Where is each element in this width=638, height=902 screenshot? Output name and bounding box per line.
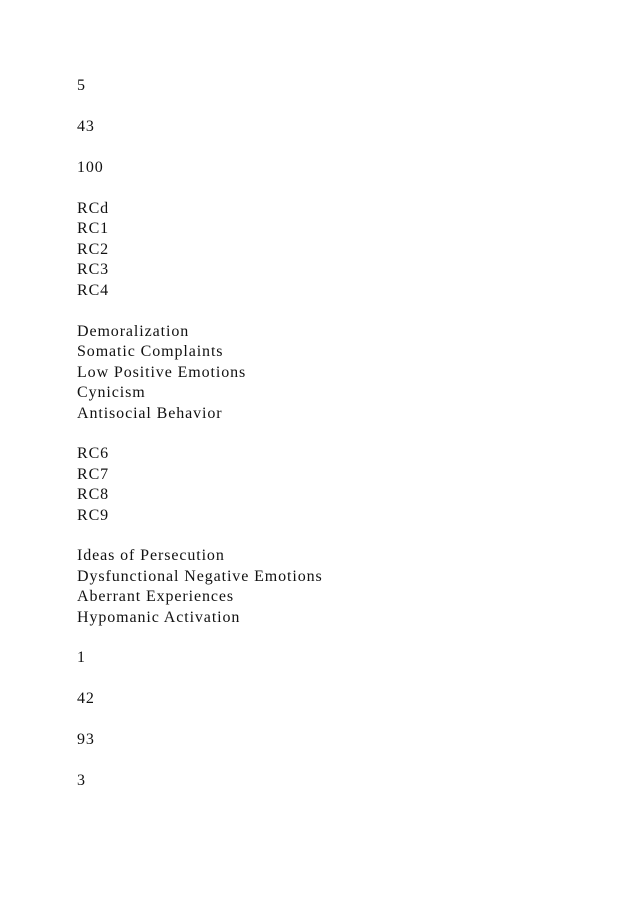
scale-code-rc2: RC2 [77, 241, 110, 258]
number-100: 100 [77, 159, 104, 176]
scale-code-rc4: RC4 [77, 282, 110, 299]
number-43: 43 [77, 118, 95, 135]
scale-name-aberrant-experiences: Aberrant Experiences [77, 588, 235, 605]
scale-name-hypomanic-activation: Hypomanic Activation [77, 609, 241, 626]
scale-code-rc6: RC6 [77, 445, 110, 462]
number-3: 3 [77, 772, 86, 789]
scale-code-rc1: RC1 [77, 220, 110, 237]
scale-code-rc8: RC8 [77, 486, 110, 503]
scale-name-low-positive-emotions: Low Positive Emotions [77, 364, 247, 381]
scale-code-rc9: RC9 [77, 507, 110, 524]
scale-name-dysfunctional-negative-emotions: Dysfunctional Negative Emotions [77, 568, 323, 585]
scale-name-antisocial-behavior: Antisocial Behavior [77, 405, 223, 422]
scale-name-cynicism: Cynicism [77, 384, 146, 401]
number-1: 1 [77, 649, 86, 666]
scale-name-somatic-complaints: Somatic Complaints [77, 343, 224, 360]
scale-name-ideas-of-persecution: Ideas of Persecution [77, 547, 225, 564]
scale-code-rc7: RC7 [77, 466, 110, 483]
number-42: 42 [77, 690, 95, 707]
scale-name-demoralization: Demoralization [77, 323, 190, 340]
scale-code-rc3: RC3 [77, 261, 110, 278]
number-5: 5 [77, 77, 86, 94]
scale-code-rcd: RCd [77, 200, 110, 217]
number-93: 93 [77, 731, 95, 748]
